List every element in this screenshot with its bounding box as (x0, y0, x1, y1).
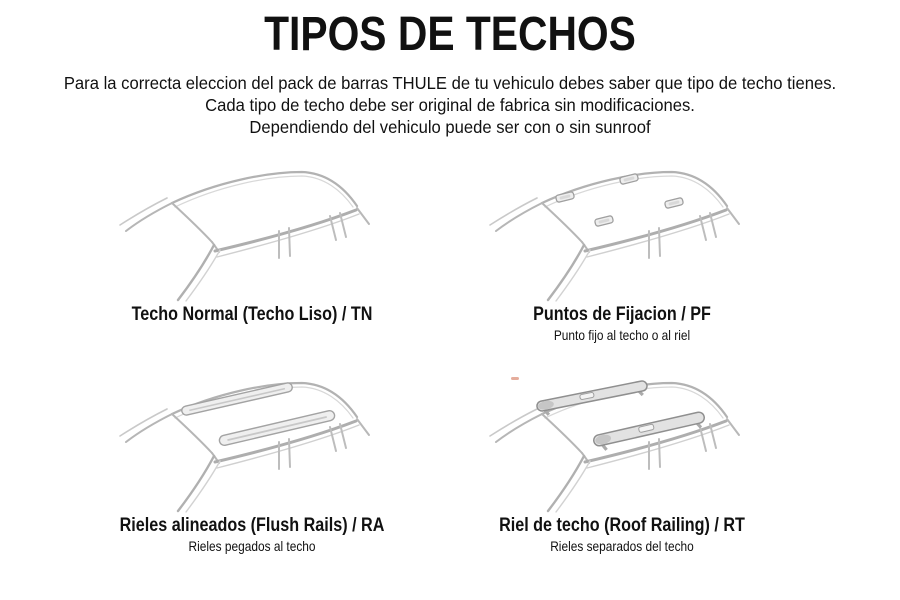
roof-type-sublabel-pf: Punto fijo al techo o al riel (553, 327, 691, 343)
intro-text (23, 72, 878, 138)
smooth-roof-illustration (82, 152, 422, 302)
roof-type-sublabel-rt: Rieles separados del techo (550, 538, 694, 554)
intro-line-3: Dependiendo del vehiculo puede ser con o sin sunroof (249, 117, 651, 137)
roof-type-label-rt: Riel de techo (Roof Railing) / RT (499, 515, 745, 536)
flush-rail-far (181, 382, 293, 416)
roof-type-card-ra (62, 363, 442, 555)
roof-type-label-pf: Puntos de Fijacion / PF (533, 304, 711, 325)
roof-type-card-pf (432, 152, 812, 344)
flush-rails-roof-illustration (82, 363, 422, 513)
intro-line-2: Cada tipo de techo debe ser original de fabrica sin modificaciones. (205, 95, 695, 115)
flush-rail-near (218, 410, 335, 447)
page-title: TIPOS DE TECHOS (264, 8, 636, 61)
roof-type-card-tn (62, 152, 442, 326)
roof-type-label-ra: Rieles alineados (Flush Rails) / RA (119, 515, 385, 536)
fixed-point-roof-illustration (452, 152, 792, 302)
roof-type-card-rt (432, 363, 812, 555)
roof-type-sublabel-ra: Rieles pegados al techo (188, 538, 316, 554)
raised-rails-roof-illustration (452, 363, 792, 513)
scan-artifact-mark (511, 377, 519, 380)
roof-type-label-tn: Techo Normal (Techo Liso) / TN (131, 304, 373, 325)
roof-rail-far (536, 380, 649, 417)
intro-line-1: Para la correcta eleccion del pack de barras THULE de tu vehiculo debes saber que tipo de techo tienes. (63, 73, 837, 93)
